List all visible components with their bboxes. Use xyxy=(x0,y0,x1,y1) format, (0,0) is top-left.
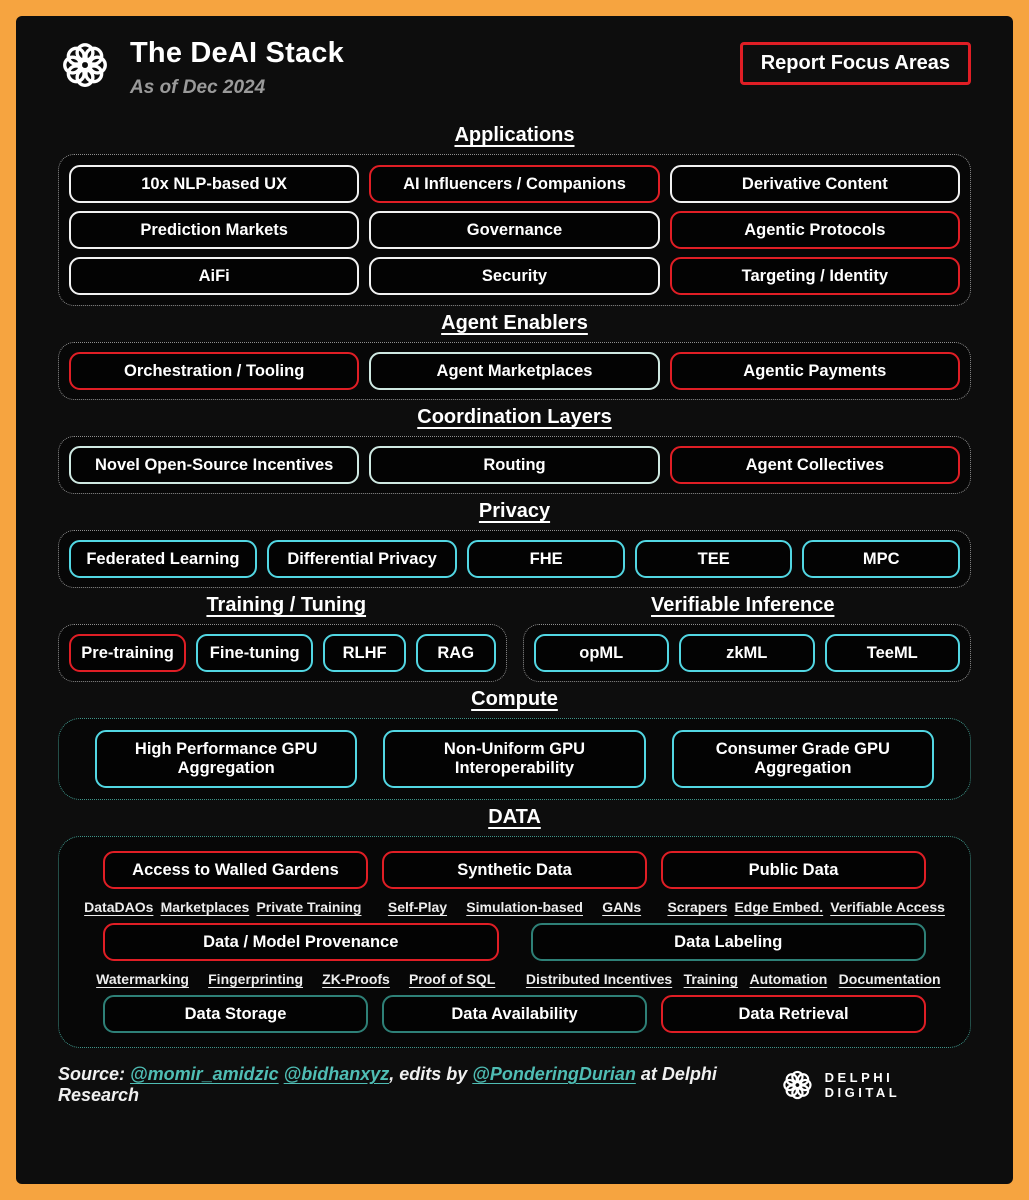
link-edge-embed: Edge Embed. xyxy=(734,899,824,915)
pill-tee: TEE xyxy=(635,540,793,578)
walled-gardens-links xyxy=(77,899,369,915)
source-prefix: Source: xyxy=(58,1064,131,1084)
public-data-links xyxy=(660,899,952,915)
coordination-layers-heading: Coordination Layers xyxy=(417,406,612,428)
applications-container xyxy=(58,154,971,306)
pill-synthetic-data: Synthetic Data xyxy=(382,851,647,889)
link-verifiable-access: Verifiable Access xyxy=(830,899,945,915)
data-row-3 xyxy=(103,995,926,1033)
pill-differential-privacy: Differential Privacy xyxy=(267,540,458,578)
delphi-knot-logo-small-icon xyxy=(780,1067,815,1103)
footer xyxy=(58,1064,971,1106)
header xyxy=(58,36,971,120)
applications-heading: Applications xyxy=(454,124,575,146)
data-row-2 xyxy=(103,923,926,961)
link-fingerprinting: Fingerprinting xyxy=(208,971,304,987)
pill-agent-collectives: Agent Collectives xyxy=(670,446,960,484)
provenance-links xyxy=(77,971,515,987)
pill-pre-training: Pre-training xyxy=(69,634,186,672)
pill-opml: opML xyxy=(534,634,670,672)
pill-mpc: MPC xyxy=(802,540,960,578)
compute-heading-row xyxy=(58,688,971,711)
handle-momir-amidzic: @momir_amidzic xyxy=(130,1064,279,1084)
synthetic-data-links xyxy=(369,899,661,915)
pill-data-availability: Data Availability xyxy=(382,995,647,1033)
pill-prediction-markets: Prediction Markets xyxy=(69,211,359,249)
compute-heading: Compute xyxy=(471,688,558,710)
coordination-layers-container xyxy=(58,436,971,494)
privacy-heading-row xyxy=(58,500,971,523)
link-private-training: Private Training xyxy=(256,899,362,915)
privacy-heading: Privacy xyxy=(478,500,551,522)
delphi-digital-brand xyxy=(780,1067,971,1103)
agent-enablers-container xyxy=(58,342,971,400)
data-links-row-2 xyxy=(77,971,952,987)
data-row-1 xyxy=(103,851,926,889)
verifiable-inference-heading: Verifiable Inference xyxy=(651,594,835,616)
training-verifiable-heading-row xyxy=(58,594,971,617)
privacy-container xyxy=(58,530,971,588)
pill-public-data: Public Data xyxy=(661,851,926,889)
brand-wordmark: DELPHI DIGITAL xyxy=(824,1070,901,1100)
pill-orchestration-tooling: Orchestration / Tooling xyxy=(69,352,359,390)
page-subtitle: As of Dec 2024 xyxy=(130,76,266,98)
agent-enablers-heading: Agent Enablers xyxy=(441,312,588,334)
pill-aifi: AiFi xyxy=(69,257,359,295)
training-tuning-container xyxy=(58,624,507,682)
training-verifiable-row xyxy=(58,624,971,682)
data-links-row-1 xyxy=(77,899,952,915)
link-self-play: Self-Play xyxy=(387,899,448,915)
link-watermarking: Watermarking xyxy=(96,971,189,987)
pill-targeting-identity: Targeting / Identity xyxy=(670,257,960,295)
pill-novel-open-source-incentives: Novel Open-Source Incentives xyxy=(69,446,359,484)
handle-bidhanxyz: @bidhanxyz xyxy=(283,1064,390,1084)
pill-non-uniform-gpu-interoperability: Non-Uniform GPU Interoperability xyxy=(383,730,645,788)
pill-consumer-grade-gpu-aggregation: Consumer Grade GPU Aggregation xyxy=(672,730,934,788)
link-gans: GANs xyxy=(602,899,642,915)
pill-rlhf: RLHF xyxy=(323,634,406,672)
link-marketplaces: Marketplaces xyxy=(160,899,250,915)
source-middle: , edits by xyxy=(389,1064,473,1084)
coordination-layers-heading-row xyxy=(58,406,971,429)
pill-10x-nlp-based-ux: 10x NLP-based UX xyxy=(69,165,359,203)
pill-zkml: zkML xyxy=(679,634,815,672)
data-container xyxy=(58,836,971,1048)
pill-federated-learning: Federated Learning xyxy=(69,540,257,578)
link-documentation: Documentation xyxy=(838,971,941,987)
pill-fhe: FHE xyxy=(467,540,625,578)
pill-fine-tuning: Fine-tuning xyxy=(196,634,313,672)
link-distributed-incentives: Distributed Incentives xyxy=(525,971,673,987)
pill-derivative-content: Derivative Content xyxy=(670,165,960,203)
pill-agent-marketplaces: Agent Marketplaces xyxy=(369,352,659,390)
link-zk-proofs: ZK-Proofs xyxy=(322,971,390,987)
pill-data-labeling: Data Labeling xyxy=(531,923,927,961)
link-datadaos: DataDAOs xyxy=(84,899,154,915)
pill-data-model-provenance: Data / Model Provenance xyxy=(103,923,499,961)
pill-high-performance-gpu-aggregation: High Performance GPU Aggregation xyxy=(95,730,357,788)
compute-container xyxy=(58,718,971,800)
header-left xyxy=(58,36,344,99)
labeling-links xyxy=(515,971,953,987)
pill-security: Security xyxy=(369,257,659,295)
pill-access-to-walled-gardens: Access to Walled Gardens xyxy=(103,851,368,889)
pill-ai-influencers-companions: AI Influencers / Companions xyxy=(369,165,659,203)
handle-ponderingdurian: @PonderingDurian xyxy=(472,1064,636,1084)
data-heading: DATA xyxy=(488,806,541,828)
agent-enablers-heading-row xyxy=(58,312,971,335)
pill-data-retrieval: Data Retrieval xyxy=(661,995,926,1033)
pill-agentic-payments: Agentic Payments xyxy=(670,352,960,390)
pill-governance: Governance xyxy=(369,211,659,249)
source-line xyxy=(58,1064,780,1106)
data-heading-row xyxy=(58,806,971,829)
pill-routing: Routing xyxy=(369,446,659,484)
pill-data-storage: Data Storage xyxy=(103,995,368,1033)
deai-stack-panel xyxy=(16,16,1013,1184)
link-training: Training xyxy=(683,971,739,987)
verifiable-inference-heading-cell xyxy=(515,594,972,617)
pill-teeml: TeeML xyxy=(825,634,961,672)
report-focus-areas-badge: Report Focus Areas xyxy=(740,42,971,85)
verifiable-inference-container xyxy=(523,624,972,682)
applications-heading-row xyxy=(58,124,971,147)
pill-agentic-protocols: Agentic Protocols xyxy=(670,211,960,249)
link-proof-of-sql: Proof of SQL xyxy=(408,971,496,987)
delphi-knot-logo-icon xyxy=(58,38,112,92)
pill-rag: RAG xyxy=(416,634,496,672)
title-block xyxy=(130,36,344,99)
training-tuning-heading-cell xyxy=(58,594,515,617)
training-tuning-heading: Training / Tuning xyxy=(206,594,367,616)
link-automation: Automation xyxy=(749,971,828,987)
source-suffix: at Delphi Research xyxy=(58,1064,717,1105)
page-title: The DeAI Stack xyxy=(130,37,344,69)
link-simulation-based: Simulation-based xyxy=(466,899,583,915)
link-scrapers: Scrapers xyxy=(667,899,728,915)
